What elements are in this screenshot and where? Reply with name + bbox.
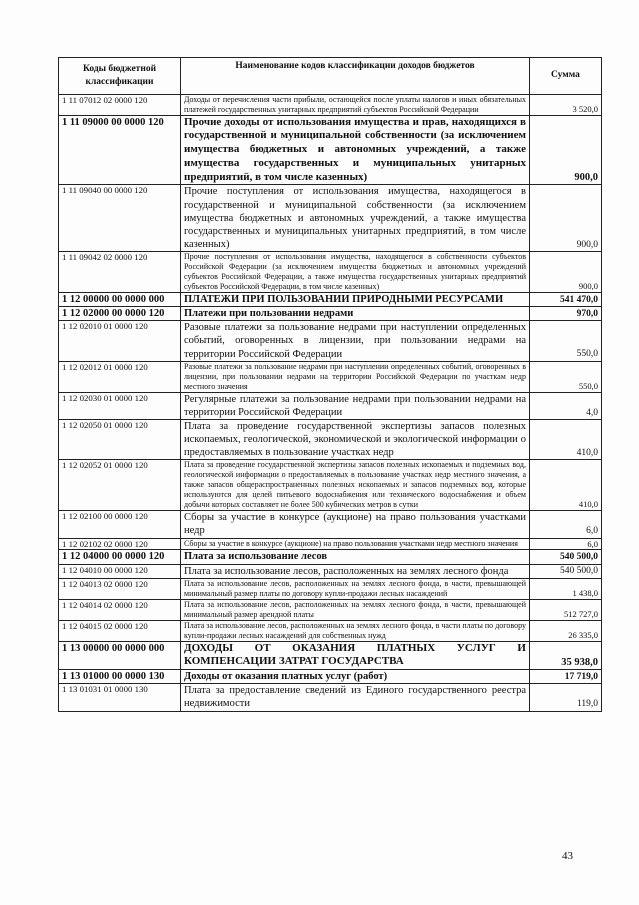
code-cell: 1 12 00000 00 0000 000 <box>59 293 181 307</box>
sum-cell: 550,0 <box>530 361 602 392</box>
sum-cell: 900,0 <box>530 115 602 185</box>
table-row <box>59 670 602 684</box>
code-cell: 1 12 02052 01 0000 120 <box>59 460 181 511</box>
name-cell: Плата за использование лесов, расположенных на землях лесного фонда, в части, превышающей минимальный размер платы по договору купли-продажи лесных насаждений <box>181 578 530 599</box>
sum-cell: 970,0 <box>530 307 602 321</box>
code-cell: 1 12 02030 01 0000 120 <box>59 392 181 419</box>
code-cell: 1 11 09000 00 0000 120 <box>59 115 181 185</box>
sum-cell: 540 500,0 <box>530 564 602 578</box>
name-cell: Сборы за участие в конкурсе (аукционе) на право пользования участками недр <box>181 511 530 538</box>
name-cell: Плата за использование лесов, расположенных на землях лесного фонда <box>181 564 530 578</box>
code-cell: 1 13 00000 00 0000 000 <box>59 641 181 670</box>
table-row <box>59 511 602 538</box>
code-cell: 1 13 01000 00 0000 130 <box>59 670 181 684</box>
table-row <box>59 578 602 599</box>
table-row <box>59 684 602 711</box>
sum-cell: 17 719,0 <box>530 670 602 684</box>
sum-cell: 550,0 <box>530 321 602 361</box>
sum-cell: 26 335,0 <box>530 620 602 641</box>
sum-cell: 512 727,0 <box>530 599 602 620</box>
code-cell: 1 12 02012 01 0000 120 <box>59 361 181 392</box>
code-cell: 1 12 04010 00 0000 120 <box>59 564 181 578</box>
code-cell: 1 12 04013 02 0000 120 <box>59 578 181 599</box>
table-row <box>59 361 602 392</box>
name-cell: Плата за использование лесов <box>181 550 530 564</box>
name-cell: ПЛАТЕЖИ ПРИ ПОЛЬЗОВАНИИ ПРИРОДНЫМИ РЕСУРСАМИ <box>181 293 530 307</box>
name-cell: Разовые платежи за пользование недрами при наступлении определенных событий, оговоренных в лицензии, при пользовании недрами на территории Российской Федерации <box>181 321 530 361</box>
code-cell: 1 13 01031 01 0000 130 <box>59 684 181 711</box>
name-cell: Плата за проведение государственной экспертизы запасов полезных ископаемых, геологической, экономической и экологической информации о предоставляемых в пользование участках недр <box>181 419 530 459</box>
name-cell: Сборы за участие в конкурсе (аукционе) на право пользования участками недр местного значения <box>181 538 530 550</box>
name-cell: Прочие доходы от использования имущества и прав, находящихся в государственной и муниципальной собственности (за исключением имущества бюджетных и автономных учреждений, а также имущества государственных и муниципальных унитарных предприятий, в том числе казенных) <box>181 115 530 185</box>
table-row <box>59 115 602 185</box>
sum-cell: 35 938,0 <box>530 641 602 670</box>
name-cell: Плата за проведение государственной экспертизы запасов полезных ископаемых и подземных вод, геологической информации о предоставляемых в пользование участках недр местного значения, а также запасов общераспространенных полезных ископаемых и запасов подземных вод, которые используются для целей питьевого водоснабжения или технического водоснабжения и объем добычи которых составляет не более 500 кубических метров в сутки <box>181 460 530 511</box>
table-row <box>59 564 602 578</box>
name-cell: Плата за использование лесов, расположенных на землях лесного фонда, в части, превышающей минимальный размер арендной платы <box>181 599 530 620</box>
code-cell: 1 11 09040 00 0000 120 <box>59 185 181 252</box>
sum-cell: 3 520,0 <box>530 94 602 115</box>
table-row <box>59 392 602 419</box>
code-cell: 1 12 02010 01 0000 120 <box>59 321 181 361</box>
name-cell: Доходы от перечисления части прибыли, остающейся после уплаты налогов и иных обязательных платежей государственных унитарных предприятий субъектов Российской Федерации <box>181 94 530 115</box>
code-cell: 1 12 04000 00 0000 120 <box>59 550 181 564</box>
name-cell: Плата за предоставление сведений из Единого государственного реестра недвижимости <box>181 684 530 711</box>
table-row <box>59 252 602 293</box>
budget-classification-table <box>58 57 602 712</box>
budget-table-container <box>58 57 601 712</box>
table-row <box>59 185 602 252</box>
table-row <box>59 321 602 361</box>
code-cell: 1 12 02102 02 0000 120 <box>59 538 181 550</box>
name-cell: Разовые платежи за пользование недрами при наступлении определенных событий, оговоренных в лицензии, при пользовании недрами на территории Российской Федерации по участкам недр местного значения <box>181 361 530 392</box>
name-cell: Платежи при пользовании недрами <box>181 307 530 321</box>
sum-cell: 540 500,0 <box>530 550 602 564</box>
sum-cell: 4,0 <box>530 392 602 419</box>
sum-cell: 900,0 <box>530 185 602 252</box>
code-cell: 1 11 07012 02 0000 120 <box>59 94 181 115</box>
code-cell: 1 12 02100 00 0000 120 <box>59 511 181 538</box>
table-row <box>59 599 602 620</box>
table-row <box>59 293 602 307</box>
code-cell: 1 12 02050 01 0000 120 <box>59 419 181 459</box>
header-sum: Сумма <box>530 58 602 95</box>
table-header-row <box>59 58 602 95</box>
code-cell: 1 12 02000 00 0000 120 <box>59 307 181 321</box>
sum-cell: 541 470,0 <box>530 293 602 307</box>
name-cell: Доходы от оказания платных услуг (работ) <box>181 670 530 684</box>
table-body <box>59 94 602 711</box>
header-codes: Коды бюджетной классификации <box>59 58 181 95</box>
sum-cell: 6,0 <box>530 538 602 550</box>
name-cell: ДОХОДЫ ОТ ОКАЗАНИЯ ПЛАТНЫХ УСЛУГ И КОМПЕНСАЦИИ ЗАТРАТ ГОСУДАРСТВА <box>181 641 530 670</box>
table-row <box>59 419 602 459</box>
name-cell: Регулярные платежи за пользование недрами при пользовании недрами на территории Российской Федерации <box>181 392 530 419</box>
table-row <box>59 460 602 511</box>
name-cell: Плата за использование лесов, расположенных на землях лесного фонда, в части платы по договору купли-продажи лесных насаждений для собственных нужд <box>181 620 530 641</box>
sum-cell: 410,0 <box>530 460 602 511</box>
sum-cell: 410,0 <box>530 419 602 459</box>
code-cell: 1 11 09042 02 0000 120 <box>59 252 181 293</box>
sum-cell: 6,0 <box>530 511 602 538</box>
sum-cell: 119,0 <box>530 684 602 711</box>
page-number: 43 <box>562 850 573 862</box>
table-row <box>59 538 602 550</box>
code-cell: 1 12 04014 02 0000 120 <box>59 599 181 620</box>
name-cell: Прочие поступления от использования имущества, находящегося в государственной и муниципальной собственности (за исключением имущества бюджетных и автономных учреждений, а также имущества государственных и муниципальных унитарных предприятий, в том числе казенных) <box>181 185 530 252</box>
table-row <box>59 94 602 115</box>
table-row <box>59 307 602 321</box>
table-row <box>59 620 602 641</box>
sum-cell: 900,0 <box>530 252 602 293</box>
code-cell: 1 12 04015 02 0000 120 <box>59 620 181 641</box>
table-row <box>59 641 602 670</box>
header-name: Наименование кодов классификации доходов бюджетов <box>181 58 530 95</box>
sum-cell: 1 438,0 <box>530 578 602 599</box>
table-row <box>59 550 602 564</box>
name-cell: Прочие поступления от использования имущества, находящегося в собственности субъектов Российской Федерации (за исключением имущества бюджетных и автономных учреждений субъектов Российской Федерации, а также имущества государственных унитарных предприятий субъектов Российской Федерации, в том числе казенных) <box>181 252 530 293</box>
